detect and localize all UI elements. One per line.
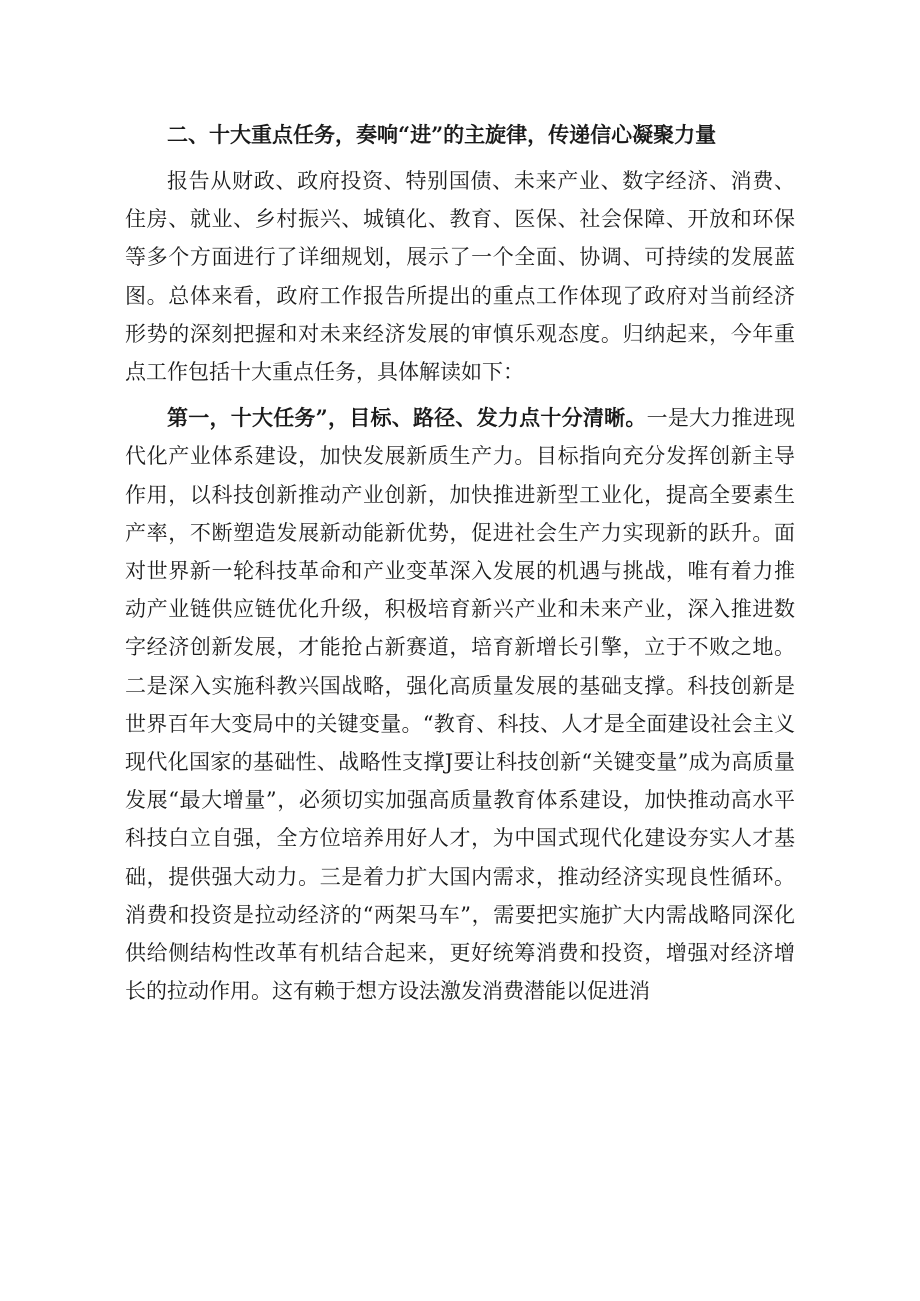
paragraph-body-text: 一是大力推进现代化产业体系建设，加快发展新质生产力。目标指向充分发挥创新主导作用，以科技创新推动产业创新，加快推进新型工业化，提高全要素生产率，不断塑造发展新动能新优势，促进社会生产力实现新的跃升。面对世界新一轮科技革命和产业变革深入发展的机遇与挑战，唯有着力推动产业链供应链优化升级，积极培育新兴产业和未来产业，深入推进数字经济创新发展，才能抢占新赛道，培育新增长引擎，立于不败之地。二是深入实施科教兴国战略，强化高质量发展的基础支撑。科技创新是世界百年大变局中的关键变量。“教育、科技、人才是全面建设社会主义现代化国家的基础性、战略性支撑J要让科技创新“关键变量”成为高质量发展“最大增量”，必须切实加强高质量教育体系建设，加快推动高水平科技白立自强，全方位培养用好人才，为中国式现代化建设夯实人才基础，提供强大动力。三是着力扩大国内需求，推动经济实现良性循环。消费和投资是拉动经济的“两架马车”，需要把实施扩大内需战略同深化供给侧结构性改革有机结合起来，更好统筹消费和投资，增强对经济增长的拉动作用。这有赖于想方设法激发消费潜能以促进消 bbox=[125, 406, 796, 1004]
document-body bbox=[125, 116, 795, 1010]
paragraph-tasks bbox=[125, 399, 795, 1010]
paragraph-lead-text: 第一，十大任务”，目标、路径、发力点十分清晰。 bbox=[167, 405, 647, 431]
paragraph-overview: 报告从财政、政府投资、特别国债、未来产业、数字经济、消费、住房、就业、乡村振兴、城镇化、教育、医保、社会保障、开放和环保等多个方面进行了详细规划，展示了一个全面、协调、可持续的发展蓝图。总体来看，政府工作报告所提出的重点工作体现了政府对当前经济形势的深刻把握和对未来经济发展的审慎乐观态度。归纳起来，今年重点工作包括十大重点任务，具体解读如下： bbox=[125, 169, 795, 385]
section-heading: 二、十大重点任务，奏响“进”的主旋律，传递信心凝聚力量 bbox=[167, 122, 717, 147]
